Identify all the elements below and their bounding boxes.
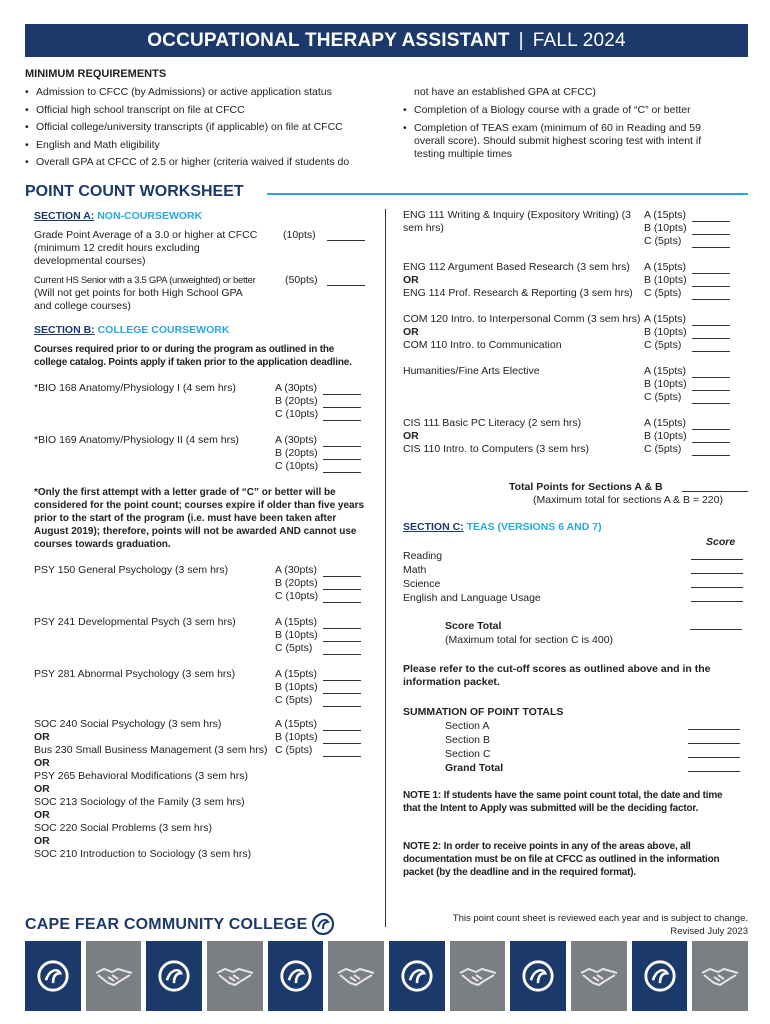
column-divider <box>385 209 386 927</box>
program-title: OCCUPATIONAL THERAPY ASSISTANT <box>147 30 510 51</box>
soc-points: A (15pts) B (10pts) C (5pts) <box>275 718 361 757</box>
humanities-points: A (15pts) B (10pts) C (5pts) <box>644 365 730 404</box>
score-total-label: Score Total <box>445 620 502 632</box>
course-option: ENG 114 Prof. Research & Reporting (3 sem hrs) <box>403 287 633 299</box>
total-ab-blank[interactable] <box>682 482 748 492</box>
requirement-item: • Completion of TEAS exam (minimum of 60 in Reading and 59 overall score). Should submit highest scoring test with intent if testing multiple times <box>403 122 733 161</box>
summation-heading: SUMMATION OF POINT TOTALS <box>403 706 564 718</box>
requirements-heading: MINIMUM REQUIREMENTS <box>25 68 167 80</box>
college-mark-icon <box>36 959 70 993</box>
soc-course-options <box>34 718 274 861</box>
requirement-item: • Official college/university transcripts (if applicable) on file at CFCC <box>25 121 375 134</box>
com-options <box>403 313 643 352</box>
course-option: CIS 110 Intro. to Computers (3 sem hrs) <box>403 443 589 455</box>
eng112-points: A (15pts) B (10pts) C (5pts) <box>644 261 730 300</box>
score-total-blank[interactable] <box>690 620 742 630</box>
handshake-tile <box>692 941 748 1011</box>
handshake-icon <box>458 963 498 989</box>
requirements-right-list <box>403 104 733 165</box>
cutoff-note: Please refer to the cut-off scores as outlined above and in the information packet. <box>403 663 711 688</box>
requirements-left-list <box>25 86 375 174</box>
psy281-course: PSY 281 Abnormal Psychology (3 sem hrs) <box>34 668 236 680</box>
worksheet-title: POINT COUNT WORKSHEET <box>25 183 244 200</box>
course-option: SOC 210 Introduction to Sociology (3 sem hrs) <box>34 848 252 860</box>
total-ab-max: (Maximum total for sections A & B = 220) <box>533 494 723 506</box>
bio169-course: *BIO 169 Anatomy/Physiology II (4 sem hrs) <box>34 434 239 446</box>
logo-tile <box>510 941 566 1011</box>
handshake-tile <box>450 941 506 1011</box>
title-separator: | <box>518 30 524 51</box>
summation-item: Section C <box>445 748 491 760</box>
college-mark-icon <box>643 959 677 993</box>
section-b-name: COLLEGE COURSEWORK <box>97 324 230 336</box>
cis-points: A (15pts) B (10pts) C (5pts) <box>644 417 730 456</box>
logo-tile <box>25 941 81 1011</box>
handshake-tile <box>86 941 142 1011</box>
or-label: OR <box>403 326 419 338</box>
or-label: OR <box>34 731 50 743</box>
total-ab-label: Total Points for Sections A & B <box>509 481 663 493</box>
college-mark-icon <box>400 959 434 993</box>
college-name: CAPE FEAR COMMUNITY COLLEGE <box>25 915 308 933</box>
college-logo <box>25 912 335 936</box>
or-label: OR <box>34 783 50 795</box>
eng112-options <box>403 261 643 300</box>
bio169-points: A (30pts) B (20pts) C (10pts) <box>275 434 361 473</box>
handshake-icon <box>215 963 255 989</box>
hs-senior-note: (Will not get points for both High School GPA and college courses) <box>34 287 243 312</box>
course-option: ENG 112 Argument Based Research (3 sem hrs) <box>403 261 630 273</box>
course-option: PSY 265 Behavioral Modifications (3 sem hrs) <box>34 770 248 782</box>
handshake-tile <box>328 941 384 1011</box>
eng111-course: ENG 111 Writing & Inquiry (Expository Writing) (3 sem hrs) <box>403 209 631 234</box>
requirement-item: • Official high school transcript on file at CFCC <box>25 104 375 117</box>
revised-date: Revised July 2023 <box>670 926 748 937</box>
first-attempt-note: *Only the first attempt with a letter grade of “C” or better will be considered for the point count; courses expire if older than five years prior to the start of the program (i.e. must have been taken after August 2019); therefore, points will not be awarded AND cannot use courses towards graduation. <box>34 487 365 550</box>
gpa-points: (10pts) <box>283 229 316 241</box>
gpa-blank[interactable] <box>327 231 365 241</box>
psy281-points: A (15pts) B (10pts) C (5pts) <box>275 668 361 707</box>
requirement-item: • Overall GPA at CFCC of 2.5 or higher (criteria waived if students do <box>25 156 375 169</box>
section-b-label: SECTION B: <box>34 324 95 336</box>
bio168-course: *BIO 168 Anatomy/Physiology I (4 sem hrs) <box>34 382 236 394</box>
handshake-icon <box>700 963 740 989</box>
section-c-heading <box>403 521 602 534</box>
title-rule <box>267 193 748 195</box>
note-2: NOTE 2: In order to receive points in any of the areas above, all documentation must be on file at CFCC as outlined in the information packet (by the deadline and in the required format). <box>403 841 720 878</box>
college-mark-icon <box>157 959 191 993</box>
gpa-item: Grade Point Average of a 3.0 or higher at CFCC (minimum 12 credit hours excluding developmental courses) <box>34 229 258 267</box>
or-label: OR <box>34 835 50 847</box>
summation-list <box>445 720 740 776</box>
college-mark-icon <box>311 912 335 936</box>
bio168-points: A (30pts) B (20pts) C (10pts) <box>275 382 361 421</box>
teas-item: English and Language Usage <box>403 592 541 604</box>
section-a-heading <box>34 210 202 223</box>
requirement-item: • English and Math eligibility <box>25 139 375 152</box>
teas-item: Science <box>403 578 441 590</box>
humanities-course: Humanities/Fine Arts Elective <box>403 365 540 377</box>
section-c-name: TEAS (VERSIONS 6 AND 7) <box>466 521 602 533</box>
psy150-points: A (30pts) B (20pts) C (10pts) <box>275 564 361 603</box>
section-a-name: NON-COURSEWORK <box>97 210 203 222</box>
course-option: COM 110 Intro. to Communication <box>403 339 562 351</box>
decorative-tile-strip <box>25 941 748 1011</box>
section-a-label: SECTION A: <box>34 210 95 222</box>
college-mark-icon <box>279 959 313 993</box>
psy241-points: A (15pts) B (10pts) C (5pts) <box>275 616 361 655</box>
score-total-max: (Maximum total for section C is 400) <box>445 634 614 646</box>
logo-tile <box>268 941 324 1011</box>
com-points: A (15pts) B (10pts) C (5pts) <box>644 313 730 352</box>
or-label: OR <box>403 274 419 286</box>
eng111-points: A (15pts) B (10pts) C (5pts) <box>644 209 730 248</box>
logo-tile <box>146 941 202 1011</box>
section-b-intro: Courses required prior to or during the program as outlined in the college catalog. Points apply if taken prior to the application deadline. <box>34 344 352 368</box>
handshake-tile <box>571 941 627 1011</box>
teas-items <box>403 550 743 606</box>
section-c-label: SECTION C: <box>403 521 464 533</box>
score-column-header: Score <box>706 536 736 548</box>
hs-senior-points: (50pts) <box>285 274 318 286</box>
requirement-continued: not have an established GPA at CFCC) <box>414 86 596 98</box>
course-option: COM 120 Intro. to Interpersonal Comm (3 sem hrs) <box>403 313 641 325</box>
or-label: OR <box>34 757 50 769</box>
teas-item: Math <box>403 564 427 576</box>
course-option: SOC 213 Sociology of the Family (3 sem hrs) <box>34 796 245 808</box>
handshake-icon <box>94 963 134 989</box>
handshake-tile <box>207 941 263 1011</box>
handshake-icon <box>336 963 376 989</box>
logo-tile <box>389 941 445 1011</box>
cis-options <box>403 417 643 456</box>
summation-item: Section A <box>445 720 490 732</box>
psy150-course: PSY 150 General Psychology (3 sem hrs) <box>34 564 229 576</box>
title-banner <box>25 24 748 57</box>
term-label: FALL 2024 <box>532 30 626 51</box>
note-1: NOTE 1: If students have the same point count total, the date and time that the Intent to Apply was submitted will be the deciding factor. <box>403 790 723 814</box>
section-b-heading <box>34 324 229 337</box>
college-mark-icon <box>521 959 555 993</box>
grand-total-label: Grand Total <box>445 762 504 774</box>
or-label: OR <box>403 430 419 442</box>
handshake-icon <box>579 963 619 989</box>
psy241-course: PSY 241 Developmental Psych (3 sem hrs) <box>34 616 236 628</box>
summation-item: Section B <box>445 734 490 746</box>
hs-senior-item: Current HS Senior with a 3.5 GPA (unweighted) or better <box>34 275 256 286</box>
course-option: SOC 220 Social Problems (3 sem hrs) <box>34 822 212 834</box>
hs-senior-blank[interactable] <box>327 276 365 286</box>
or-label: OR <box>34 809 50 821</box>
requirement-item: • Completion of a Biology course with a grade of “C” or better <box>403 104 733 117</box>
teas-item: Reading <box>403 550 443 562</box>
course-option: SOC 240 Social Psychology (3 sem hrs) <box>34 718 222 730</box>
review-note: This point count sheet is reviewed each year and is subject to change. <box>452 913 748 924</box>
course-option: CIS 111 Basic PC Literacy (2 sem hrs) <box>403 417 582 429</box>
requirement-item: • Admission to CFCC (by Admissions) or active application status <box>25 86 375 99</box>
course-option: Bus 230 Small Business Management (3 sem hrs) <box>34 744 268 756</box>
logo-tile <box>632 941 688 1011</box>
